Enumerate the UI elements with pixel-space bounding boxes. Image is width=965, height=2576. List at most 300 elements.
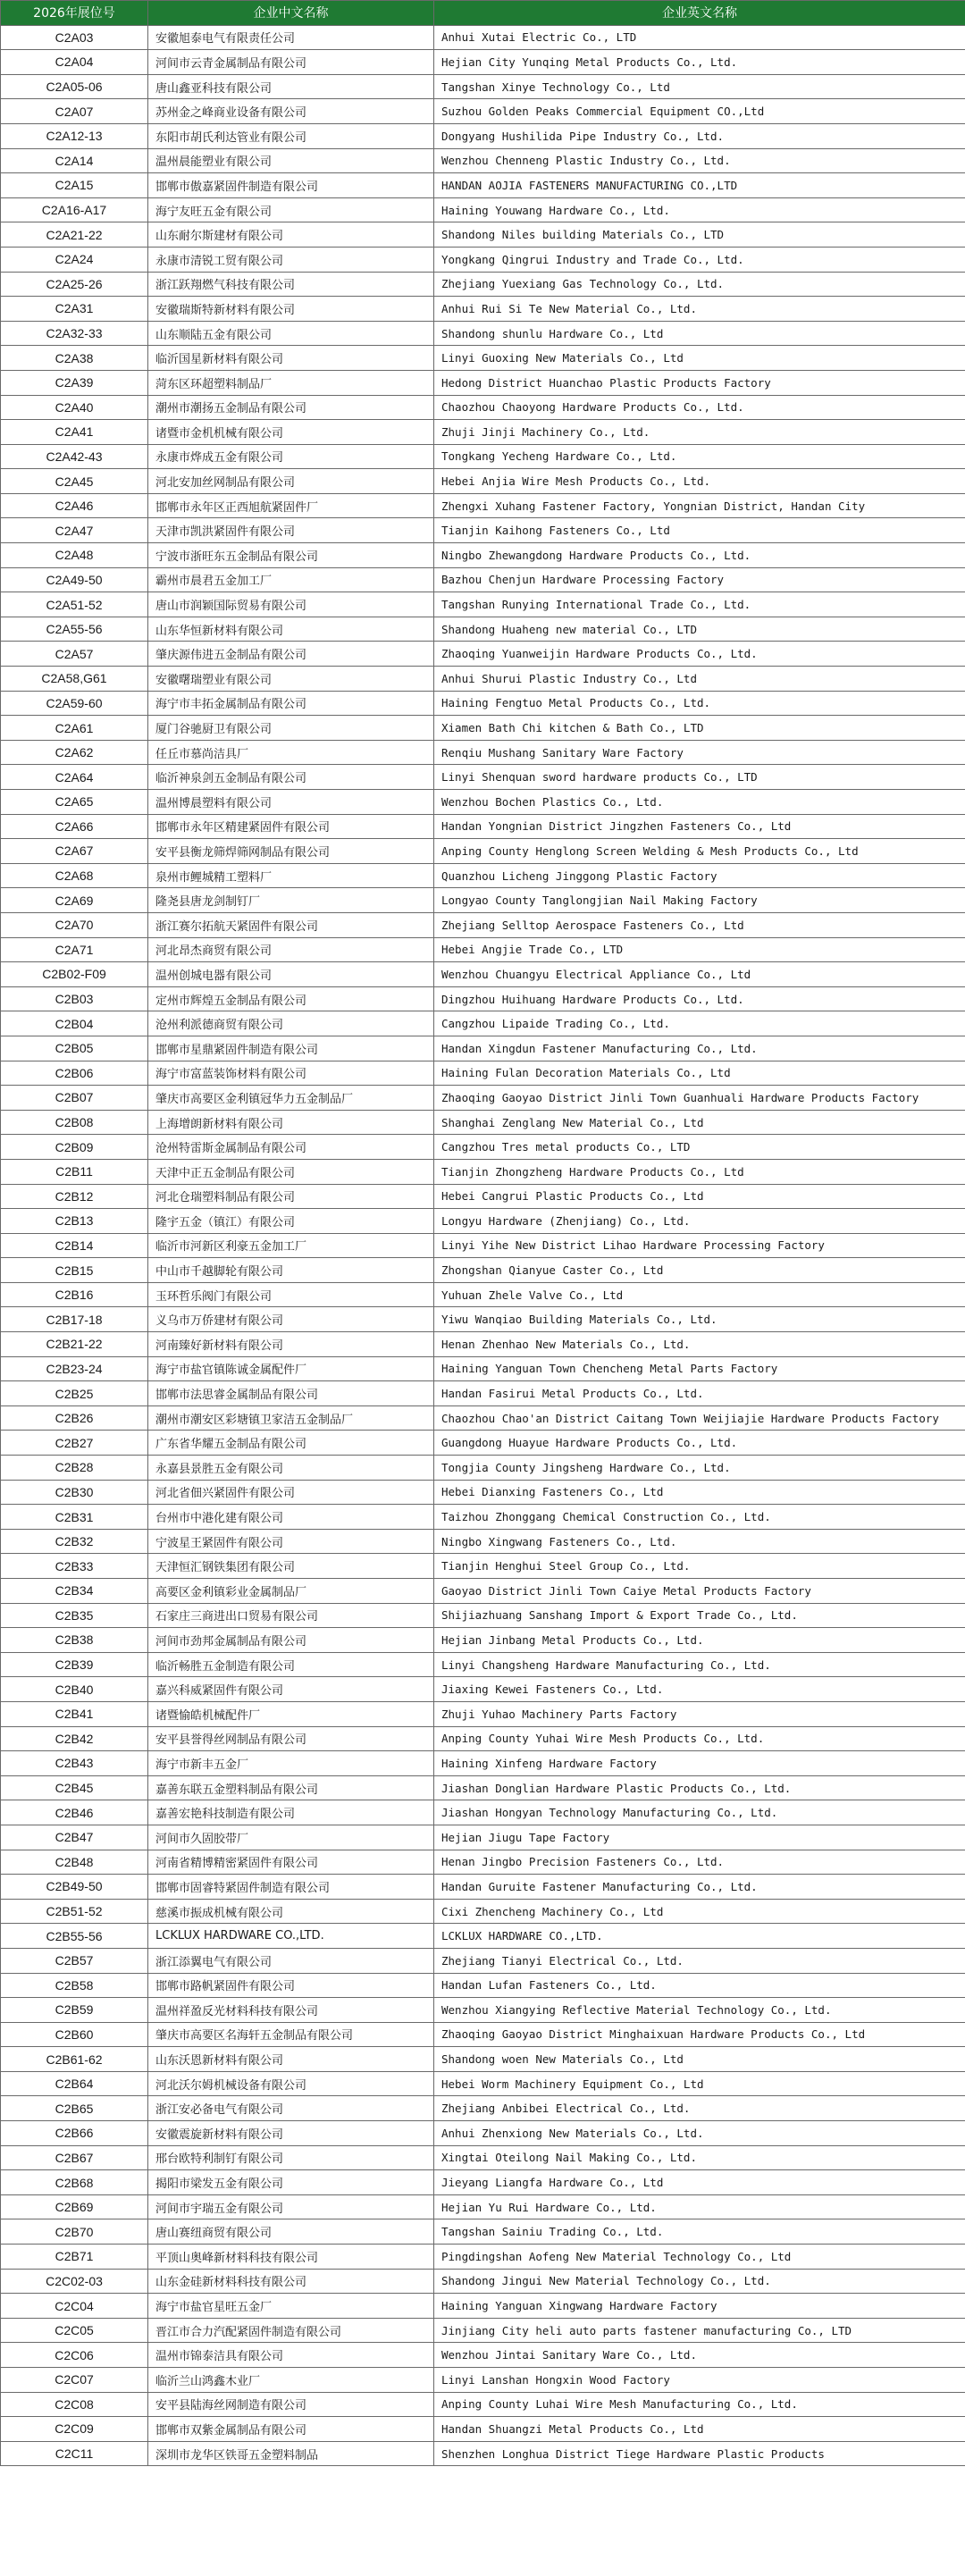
- booth-number-cell: C2A51-52: [1, 592, 148, 617]
- english-name-cell: Tangshan Runying International Trade Co., Ltd.: [434, 592, 965, 617]
- chinese-name-cell: 邯郸市双紫金属制品有限公司: [148, 2417, 434, 2442]
- booth-number-cell: C2B70: [1, 2219, 148, 2245]
- chinese-name-cell: 安徽震旋新材料有限公司: [148, 2121, 434, 2146]
- booth-number-cell: C2A66: [1, 814, 148, 839]
- table-row: [1, 1258, 965, 1283]
- header-booth-number: 2026年展位号: [1, 1, 148, 26]
- table-row: [1, 2194, 965, 2219]
- chinese-name-cell: 海宁市丰拓金属制品有限公司: [148, 691, 434, 716]
- booth-number-cell: C2B65: [1, 2096, 148, 2121]
- chinese-name-cell: 河北省佃兴紧固件有限公司: [148, 1480, 434, 1505]
- booth-number-cell: C2B40: [1, 1677, 148, 1702]
- chinese-name-cell: 临沂兰山鸿鑫木业厂: [148, 2368, 434, 2393]
- chinese-name-cell: 潮州市潮扬五金制品有限公司: [148, 395, 434, 420]
- english-name-cell: Wenzhou Xiangying Reflective Material Technology Co., Ltd.: [434, 1998, 965, 2023]
- english-name-cell: LCKLUX HARDWARE CO.,LTD.: [434, 1924, 965, 1949]
- chinese-name-cell: 温州晨能塑业有限公司: [148, 148, 434, 173]
- booth-number-cell: C2A68: [1, 863, 148, 888]
- english-name-cell: Tongjia County Jingsheng Hardware Co., Ltd.: [434, 1456, 965, 1481]
- english-name-cell: Wenzhou Chuangyu Electrical Appliance Co., Ltd: [434, 962, 965, 987]
- english-name-cell: Shandong Jingui New Material Technology Co., Ltd.: [434, 2269, 965, 2294]
- english-name-cell: Handan Xingdun Fastener Manufacturing Co., Ltd.: [434, 1036, 965, 1061]
- english-name-cell: Zhejiang Selltop Aerospace Fasteners Co., Ltd: [434, 912, 965, 937]
- english-name-cell: Longyao County Tanglongjian Nail Making Factory: [434, 888, 965, 913]
- table-row: [1, 2096, 965, 2121]
- booth-number-cell: C2C08: [1, 2392, 148, 2417]
- chinese-name-cell: 定州市辉煌五金制品有限公司: [148, 986, 434, 1011]
- table-row: [1, 1973, 965, 1998]
- table-row: [1, 173, 965, 198]
- chinese-name-cell: 唐山赛纽商贸有限公司: [148, 2219, 434, 2245]
- chinese-name-cell: 唐山市润颖国际贸易有限公司: [148, 592, 434, 617]
- chinese-name-cell: 临沂市河新区利豪五金加工厂: [148, 1233, 434, 1258]
- booth-number-cell: C2B32: [1, 1529, 148, 1554]
- english-name-cell: Shenzhen Longhua District Tiege Hardware Plastic Products: [434, 2441, 965, 2466]
- chinese-name-cell: 温州祥盈反光材料科技有限公司: [148, 1998, 434, 2023]
- chinese-name-cell: 肇庆市高要区金利镇冠华力五金制品厂: [148, 1086, 434, 1111]
- booth-number-cell: C2A41: [1, 420, 148, 445]
- table-row: [1, 962, 965, 987]
- english-name-cell: Linyi Guoxing New Materials Co., Ltd: [434, 346, 965, 371]
- booth-number-cell: C2B35: [1, 1603, 148, 1628]
- chinese-name-cell: 安徽旭泰电气有限责任公司: [148, 25, 434, 50]
- chinese-name-cell: 深圳市龙华区铁哥五金塑料制品: [148, 2441, 434, 2466]
- table-row: [1, 2392, 965, 2417]
- english-name-cell: Shanghai Zenglang New Material Co., Ltd: [434, 1110, 965, 1135]
- booth-number-cell: C2A45: [1, 469, 148, 494]
- table-row: [1, 1036, 965, 1061]
- booth-number-cell: C2A42-43: [1, 444, 148, 469]
- table-row: [1, 1159, 965, 1184]
- chinese-name-cell: 河北昂杰商贸有限公司: [148, 937, 434, 962]
- chinese-name-cell: 安平县衡龙筛焊筛网制品有限公司: [148, 839, 434, 864]
- chinese-name-cell: 海宁市盐官镇陈诚金属配件厂: [148, 1356, 434, 1381]
- chinese-name-cell: 邯郸市固睿特紧固件制造有限公司: [148, 1875, 434, 1900]
- booth-number-cell: C2B30: [1, 1480, 148, 1505]
- booth-number-cell: C2B33: [1, 1554, 148, 1579]
- english-name-cell: Zhuji Yuhao Machinery Parts Factory: [434, 1701, 965, 1726]
- table-row: [1, 1850, 965, 1875]
- english-name-cell: Zhaoqing Gaoyao District Minghaixuan Hardware Products Co., Ltd: [434, 2022, 965, 2047]
- table-row: [1, 2343, 965, 2368]
- english-name-cell: Zhejiang Anbibei Electrical Co., Ltd.: [434, 2096, 965, 2121]
- table-row: [1, 716, 965, 741]
- header-english-name: 企业英文名称: [434, 1, 965, 26]
- chinese-name-cell: 河间市久固胶带厂: [148, 1825, 434, 1850]
- chinese-name-cell: 邢台欧特利制钉有限公司: [148, 2145, 434, 2170]
- booth-number-cell: C2A58,G61: [1, 667, 148, 692]
- table-row: [1, 1899, 965, 1924]
- english-name-cell: HANDAN AOJIA FASTENERS MANUFACTURING CO.,LTD: [434, 173, 965, 198]
- table-row: [1, 617, 965, 642]
- table-row: [1, 1431, 965, 1456]
- chinese-name-cell: 中山市千越脚轮有限公司: [148, 1258, 434, 1283]
- english-name-cell: Anhui Rui Si Te New Material Co., Ltd.: [434, 297, 965, 322]
- chinese-name-cell: 天津恒汇钢铁集团有限公司: [148, 1554, 434, 1579]
- booth-number-cell: C2B23-24: [1, 1356, 148, 1381]
- table-row: [1, 1677, 965, 1702]
- table-row: [1, 642, 965, 667]
- table-row: [1, 395, 965, 420]
- table-row: [1, 888, 965, 913]
- table-row: [1, 25, 965, 50]
- booth-number-cell: C2A62: [1, 740, 148, 765]
- english-name-cell: Cixi Zhencheng Machinery Co., Ltd: [434, 1899, 965, 1924]
- chinese-name-cell: 河南省精博精密紧固件有限公司: [148, 1850, 434, 1875]
- booth-number-cell: C2B49-50: [1, 1875, 148, 1900]
- booth-number-cell: C2B71: [1, 2245, 148, 2270]
- table-row: [1, 1456, 965, 1481]
- booth-number-cell: C2A15: [1, 173, 148, 198]
- table-row: [1, 839, 965, 864]
- chinese-name-cell: 临沂国星新材料有限公司: [148, 346, 434, 371]
- chinese-name-cell: 海宁市新丰五金厂: [148, 1751, 434, 1776]
- table-row: [1, 2022, 965, 2047]
- english-name-cell: Anping County Henglong Screen Welding & Mesh Products Co., Ltd: [434, 839, 965, 864]
- booth-number-cell: C2B08: [1, 1110, 148, 1135]
- table-row: [1, 74, 965, 99]
- english-name-cell: Chaozhou Chao'an District Caitang Town Weijiajie Hardware Products Factory: [434, 1405, 965, 1431]
- chinese-name-cell: 临沂神泉剑五金制品有限公司: [148, 765, 434, 790]
- table-row: [1, 1924, 965, 1949]
- booth-number-cell: C2B26: [1, 1405, 148, 1431]
- chinese-name-cell: 任丘市慕尚洁具厂: [148, 740, 434, 765]
- english-name-cell: Jiaxing Kewei Fasteners Co., Ltd.: [434, 1677, 965, 1702]
- english-name-cell: Hejian Yu Rui Hardware Co., Ltd.: [434, 2194, 965, 2219]
- table-row: [1, 197, 965, 222]
- booth-number-cell: C2B43: [1, 1751, 148, 1776]
- booth-number-cell: C2A21-22: [1, 222, 148, 248]
- booth-number-cell: C2B57: [1, 1948, 148, 1973]
- english-name-cell: Zhaoqing Gaoyao District Jinli Town Guanhuali Hardware Products Factory: [434, 1086, 965, 1111]
- booth-number-cell: C2B38: [1, 1628, 148, 1653]
- chinese-name-cell: 浙江赛尔拓航天紧固件有限公司: [148, 912, 434, 937]
- booth-number-cell: C2B48: [1, 1850, 148, 1875]
- english-name-cell: Shijiazhuang Sanshang Import & Export Trade Co., Ltd.: [434, 1603, 965, 1628]
- booth-number-cell: C2B60: [1, 2022, 148, 2047]
- table-row: [1, 2121, 965, 2146]
- table-row: [1, 2071, 965, 2096]
- chinese-name-cell: 平顶山奥峰新材料科技有限公司: [148, 2245, 434, 2270]
- booth-number-cell: C2A03: [1, 25, 148, 50]
- chinese-name-cell: 玉环哲乐阀门有限公司: [148, 1282, 434, 1307]
- booth-number-cell: C2A47: [1, 518, 148, 543]
- table-row: [1, 667, 965, 692]
- chinese-name-cell: 厦门谷驰厨卫有限公司: [148, 716, 434, 741]
- chinese-name-cell: 永康市清锐工贸有限公司: [148, 247, 434, 272]
- booth-number-cell: C2A12-13: [1, 123, 148, 148]
- english-name-cell: Dingzhou Huihuang Hardware Products Co., Ltd.: [434, 986, 965, 1011]
- booth-number-cell: C2B15: [1, 1258, 148, 1283]
- english-name-cell: Haining Fulan Decoration Materials Co., Ltd: [434, 1061, 965, 1086]
- booth-number-cell: C2B61-62: [1, 2047, 148, 2072]
- header-row: [1, 1, 965, 26]
- english-name-cell: Yuhuan Zhele Valve Co., Ltd: [434, 1282, 965, 1307]
- chinese-name-cell: 慈溪市振成机械有限公司: [148, 1899, 434, 1924]
- table-row: [1, 912, 965, 937]
- chinese-name-cell: 河间市云青金属制品有限公司: [148, 50, 434, 75]
- chinese-name-cell: 嘉善宏艳科技制造有限公司: [148, 1800, 434, 1825]
- english-name-cell: Dongyang Hushilida Pipe Industry Co., Ltd.: [434, 123, 965, 148]
- chinese-name-cell: 沧州利派德商贸有限公司: [148, 1011, 434, 1036]
- english-name-cell: Tangshan Xinye Technology Co., Ltd: [434, 74, 965, 99]
- table-row: [1, 1184, 965, 1209]
- chinese-name-cell: 台州市中港化建有限公司: [148, 1505, 434, 1530]
- booth-number-cell: C2A46: [1, 493, 148, 518]
- booth-number-cell: C2B47: [1, 1825, 148, 1850]
- booth-number-cell: C2B05: [1, 1036, 148, 1061]
- english-name-cell: Haining Fengtuo Metal Products Co., Ltd.: [434, 691, 965, 716]
- booth-number-cell: C2B34: [1, 1579, 148, 1604]
- table-row: [1, 1800, 965, 1825]
- chinese-name-cell: 邯郸市永年区精建紧固件有限公司: [148, 814, 434, 839]
- chinese-name-cell: 宁波市浙旺东五金制品有限公司: [148, 543, 434, 568]
- chinese-name-cell: 沧州特雷斯金属制品有限公司: [148, 1135, 434, 1160]
- english-name-cell: Haining Youwang Hardware Co., Ltd.: [434, 197, 965, 222]
- booth-number-cell: C2A31: [1, 297, 148, 322]
- english-name-cell: Tongkang Yecheng Hardware Co., Ltd.: [434, 444, 965, 469]
- booth-number-cell: C2A04: [1, 50, 148, 75]
- english-name-cell: Handan Guruite Fastener Manufacturing Co., Ltd.: [434, 1875, 965, 1900]
- chinese-name-cell: 河南臻好新材料有限公司: [148, 1332, 434, 1357]
- english-name-cell: Anping County Luhai Wire Mesh Manufacturing Co., Ltd.: [434, 2392, 965, 2417]
- chinese-name-cell: 肇庆市高要区名海轩五金制品有限公司: [148, 2022, 434, 2047]
- english-name-cell: Haining Yanguan Xingwang Hardware Factory: [434, 2294, 965, 2319]
- english-name-cell: Chaozhou Chaoyong Hardware Products Co., Ltd.: [434, 395, 965, 420]
- booth-number-cell: C2B06: [1, 1061, 148, 1086]
- english-name-cell: Quanzhou Licheng Jinggong Plastic Factory: [434, 863, 965, 888]
- booth-number-cell: C2A55-56: [1, 617, 148, 642]
- english-name-cell: Henan Jingbo Precision Fasteners Co., Ltd.: [434, 1850, 965, 1875]
- booth-number-cell: C2A16-A17: [1, 197, 148, 222]
- english-name-cell: Yongkang Qingrui Industry and Trade Co., Ltd.: [434, 247, 965, 272]
- table-row: [1, 518, 965, 543]
- chinese-name-cell: 邯郸市法思睿金属制品有限公司: [148, 1381, 434, 1406]
- english-name-cell: Hebei Angjie Trade Co., LTD: [434, 937, 965, 962]
- english-name-cell: Hejian Jiugu Tape Factory: [434, 1825, 965, 1850]
- english-name-cell: Hejian Jinbang Metal Products Co., Ltd.: [434, 1628, 965, 1653]
- booth-number-cell: C2A67: [1, 839, 148, 864]
- english-name-cell: Zhuji Jinji Machinery Co., Ltd.: [434, 420, 965, 445]
- chinese-name-cell: 温州博晨塑料有限公司: [148, 790, 434, 815]
- chinese-name-cell: 永嘉县景胜五金有限公司: [148, 1456, 434, 1481]
- booth-number-cell: C2B59: [1, 1998, 148, 2023]
- english-name-cell: Ningbo Xingwang Fasteners Co., Ltd.: [434, 1529, 965, 1554]
- chinese-name-cell: 山东耐尔斯建材有限公司: [148, 222, 434, 248]
- booth-number-cell: C2A14: [1, 148, 148, 173]
- chinese-name-cell: 义乌市万侨建材有限公司: [148, 1307, 434, 1332]
- chinese-name-cell: 天津市凯洪紧固件有限公司: [148, 518, 434, 543]
- booth-number-cell: C2A05-06: [1, 74, 148, 99]
- english-name-cell: Xiamen Bath Chi kitchen & Bath Co., LTD: [434, 716, 965, 741]
- table-row: [1, 863, 965, 888]
- chinese-name-cell: 泉州市鲤城精工塑料厂: [148, 863, 434, 888]
- english-name-cell: Shandong woen New Materials Co., Ltd: [434, 2047, 965, 2072]
- table-row: [1, 2219, 965, 2245]
- booth-number-cell: C2B02-F09: [1, 962, 148, 987]
- english-name-cell: Anhui Shurui Plastic Industry Co., Ltd: [434, 667, 965, 692]
- english-name-cell: Renqiu Mushang Sanitary Ware Factory: [434, 740, 965, 765]
- booth-number-cell: C2B39: [1, 1652, 148, 1677]
- table-row: [1, 740, 965, 765]
- table-row: [1, 1579, 965, 1604]
- english-name-cell: Tianjin Henghui Steel Group Co., Ltd.: [434, 1554, 965, 1579]
- english-name-cell: Zhongshan Qianyue Caster Co., Ltd: [434, 1258, 965, 1283]
- english-name-cell: Cangzhou Lipaide Trading Co., Ltd.: [434, 1011, 965, 1036]
- table-row: [1, 1775, 965, 1800]
- english-name-cell: Zhengxi Xuhang Fastener Factory, Yongnian District, Handan City: [434, 493, 965, 518]
- english-name-cell: Hebei Worm Machinery Equipment Co., Ltd: [434, 2071, 965, 2096]
- table-row: [1, 1480, 965, 1505]
- table-row: [1, 370, 965, 395]
- english-name-cell: Guangdong Huayue Hardware Products Co., Ltd.: [434, 1431, 965, 1456]
- table-row: [1, 1233, 965, 1258]
- chinese-name-cell: 上海增朗新材料有限公司: [148, 1110, 434, 1135]
- booth-number-cell: C2B11: [1, 1159, 148, 1184]
- english-name-cell: Tianjin Zhongzheng Hardware Products Co., Ltd: [434, 1159, 965, 1184]
- english-name-cell: Hedong District Huanchao Plastic Products Factory: [434, 370, 965, 395]
- chinese-name-cell: 嘉兴科威紧固件有限公司: [148, 1677, 434, 1702]
- chinese-name-cell: 临沂畅胜五金制造有限公司: [148, 1652, 434, 1677]
- booth-number-cell: C2C06: [1, 2343, 148, 2368]
- english-name-cell: Anhui Zhenxiong New Materials Co., Ltd.: [434, 2121, 965, 2146]
- chinese-name-cell: 河北沃尔姆机械设备有限公司: [148, 2071, 434, 2096]
- table-row: [1, 937, 965, 962]
- table-row: [1, 1628, 965, 1653]
- chinese-name-cell: 邯郸市傲嘉紧固件制造有限公司: [148, 173, 434, 198]
- english-name-cell: Suzhou Golden Peaks Commercial Equipment CO.,Ltd: [434, 99, 965, 124]
- booth-number-cell: C2A71: [1, 937, 148, 962]
- table-row: [1, 1701, 965, 1726]
- english-name-cell: Linyi Shenquan sword hardware products Co., LTD: [434, 765, 965, 790]
- chinese-name-cell: 山东沃恩新材料有限公司: [148, 2047, 434, 2072]
- table-row: [1, 493, 965, 518]
- table-row: [1, 1998, 965, 2023]
- english-name-cell: Jiashan Hongyan Technology Manufacturing Co., Ltd.: [434, 1800, 965, 1825]
- english-name-cell: Ningbo Zhewangdong Hardware Products Co., Ltd.: [434, 543, 965, 568]
- header-chinese-name: 企业中文名称: [148, 1, 434, 26]
- english-name-cell: Linyi Changsheng Hardware Manufacturing Co., Ltd.: [434, 1652, 965, 1677]
- chinese-name-cell: 安平县陆海丝网制造有限公司: [148, 2392, 434, 2417]
- chinese-name-cell: 海宁友旺五金有限公司: [148, 197, 434, 222]
- english-name-cell: Xingtai Oteilong Nail Making Co., Ltd.: [434, 2145, 965, 2170]
- chinese-name-cell: 潮州市潮安区彩塘镇卫家洁五金制品厂: [148, 1405, 434, 1431]
- table-row: [1, 1110, 965, 1135]
- booth-number-cell: C2B13: [1, 1209, 148, 1234]
- chinese-name-cell: 浙江安必备电气有限公司: [148, 2096, 434, 2121]
- booth-number-cell: C2A38: [1, 346, 148, 371]
- table-row: [1, 2145, 965, 2170]
- table-row: [1, 1332, 965, 1357]
- table-row: [1, 567, 965, 592]
- english-name-cell: Jieyang Liangfa Hardware Co., Ltd: [434, 2170, 965, 2195]
- english-name-cell: Henan Zhenhao New Materials Co., Ltd.: [434, 1332, 965, 1357]
- chinese-name-cell: 霸州市晨君五金加工厂: [148, 567, 434, 592]
- table-row: [1, 1405, 965, 1431]
- chinese-name-cell: 河北安加丝网制品有限公司: [148, 469, 434, 494]
- booth-number-cell: C2B42: [1, 1726, 148, 1751]
- chinese-name-cell: 唐山鑫亚科技有限公司: [148, 74, 434, 99]
- table-row: [1, 1307, 965, 1332]
- table-row: [1, 1356, 965, 1381]
- english-name-cell: Cangzhou Tres metal products Co., LTD: [434, 1135, 965, 1160]
- chinese-name-cell: 永康市烨成五金有限公司: [148, 444, 434, 469]
- english-name-cell: Pingdingshan Aofeng New Material Technology Co., Ltd: [434, 2245, 965, 2270]
- table-body: [1, 25, 965, 2466]
- english-name-cell: Zhejiang Tianyi Electrical Co., Ltd.: [434, 1948, 965, 1973]
- chinese-name-cell: 宁波星王紧固件有限公司: [148, 1529, 434, 1554]
- table-row: [1, 1381, 965, 1406]
- table-row: [1, 1948, 965, 1973]
- booth-number-cell: C2C11: [1, 2441, 148, 2466]
- table-row: [1, 691, 965, 716]
- booth-number-cell: C2B12: [1, 1184, 148, 1209]
- english-name-cell: Yiwu Wanqiao Building Materials Co., Ltd.: [434, 1307, 965, 1332]
- english-name-cell: Tianjin Kaihong Fasteners Co., Ltd: [434, 518, 965, 543]
- table-row: [1, 2047, 965, 2072]
- booth-number-cell: C2A25-26: [1, 272, 148, 297]
- table-row: [1, 1726, 965, 1751]
- chinese-name-cell: 山东顺陆五金有限公司: [148, 321, 434, 346]
- chinese-name-cell: 温州市锦泰洁具有限公司: [148, 2343, 434, 2368]
- table-row: [1, 1825, 965, 1850]
- table-row: [1, 1061, 965, 1086]
- chinese-name-cell: 隆宇五金（镇江）有限公司: [148, 1209, 434, 1234]
- english-name-cell: Linyi Lanshan Hongxin Wood Factory: [434, 2368, 965, 2393]
- english-name-cell: Hejian City Yunqing Metal Products Co., Ltd.: [434, 50, 965, 75]
- table-row: [1, 1529, 965, 1554]
- chinese-name-cell: 安徽曙瑞塑业有限公司: [148, 667, 434, 692]
- booth-number-cell: C2A24: [1, 247, 148, 272]
- booth-number-cell: C2A61: [1, 716, 148, 741]
- booth-number-cell: C2B66: [1, 2121, 148, 2146]
- table-row: [1, 469, 965, 494]
- chinese-name-cell: 邯郸市路帆紧固件有限公司: [148, 1973, 434, 1998]
- booth-number-cell: C2B67: [1, 2145, 148, 2170]
- english-name-cell: Gaoyao District Jinli Town Caiye Metal Products Factory: [434, 1579, 965, 1604]
- english-name-cell: Linyi Yihe New District Lihao Hardware Processing Factory: [434, 1233, 965, 1258]
- english-name-cell: Wenzhou Jintai Sanitary Ware Co., Ltd.: [434, 2343, 965, 2368]
- table-row: [1, 2170, 965, 2195]
- chinese-name-cell: 河间市宇瑞五金有限公司: [148, 2194, 434, 2219]
- chinese-name-cell: 浙江添翼电气有限公司: [148, 1948, 434, 1973]
- table-row: [1, 148, 965, 173]
- english-name-cell: Shandong shunlu Hardware Co., Ltd: [434, 321, 965, 346]
- chinese-name-cell: 海宁市富蓝装饰材料有限公司: [148, 1061, 434, 1086]
- chinese-name-cell: 海宁市盐官星旺五金厂: [148, 2294, 434, 2319]
- chinese-name-cell: 石家庄三商进出口贸易有限公司: [148, 1603, 434, 1628]
- english-name-cell: Wenzhou Chenneng Plastic Industry Co., Ltd.: [434, 148, 965, 173]
- english-name-cell: Zhejiang Yuexiang Gas Technology Co., Ltd.: [434, 272, 965, 297]
- booth-number-cell: C2A39: [1, 370, 148, 395]
- table-row: [1, 2245, 965, 2270]
- table-row: [1, 297, 965, 322]
- booth-number-cell: C2B46: [1, 1800, 148, 1825]
- booth-number-cell: C2A32-33: [1, 321, 148, 346]
- booth-number-cell: C2C07: [1, 2368, 148, 2393]
- table-row: [1, 444, 965, 469]
- table-row: [1, 346, 965, 371]
- english-name-cell: Haining Yanguan Town Chencheng Metal Parts Factory: [434, 1356, 965, 1381]
- table-row: [1, 2269, 965, 2294]
- chinese-name-cell: 广东省华耀五金制品有限公司: [148, 1431, 434, 1456]
- chinese-name-cell: 菏东区环超塑料制品厂: [148, 370, 434, 395]
- booth-number-cell: C2C09: [1, 2417, 148, 2442]
- english-name-cell: Shandong Huaheng new material Co., LTD: [434, 617, 965, 642]
- table-row: [1, 1505, 965, 1530]
- booth-number-cell: C2A70: [1, 912, 148, 937]
- table-header: [1, 1, 965, 26]
